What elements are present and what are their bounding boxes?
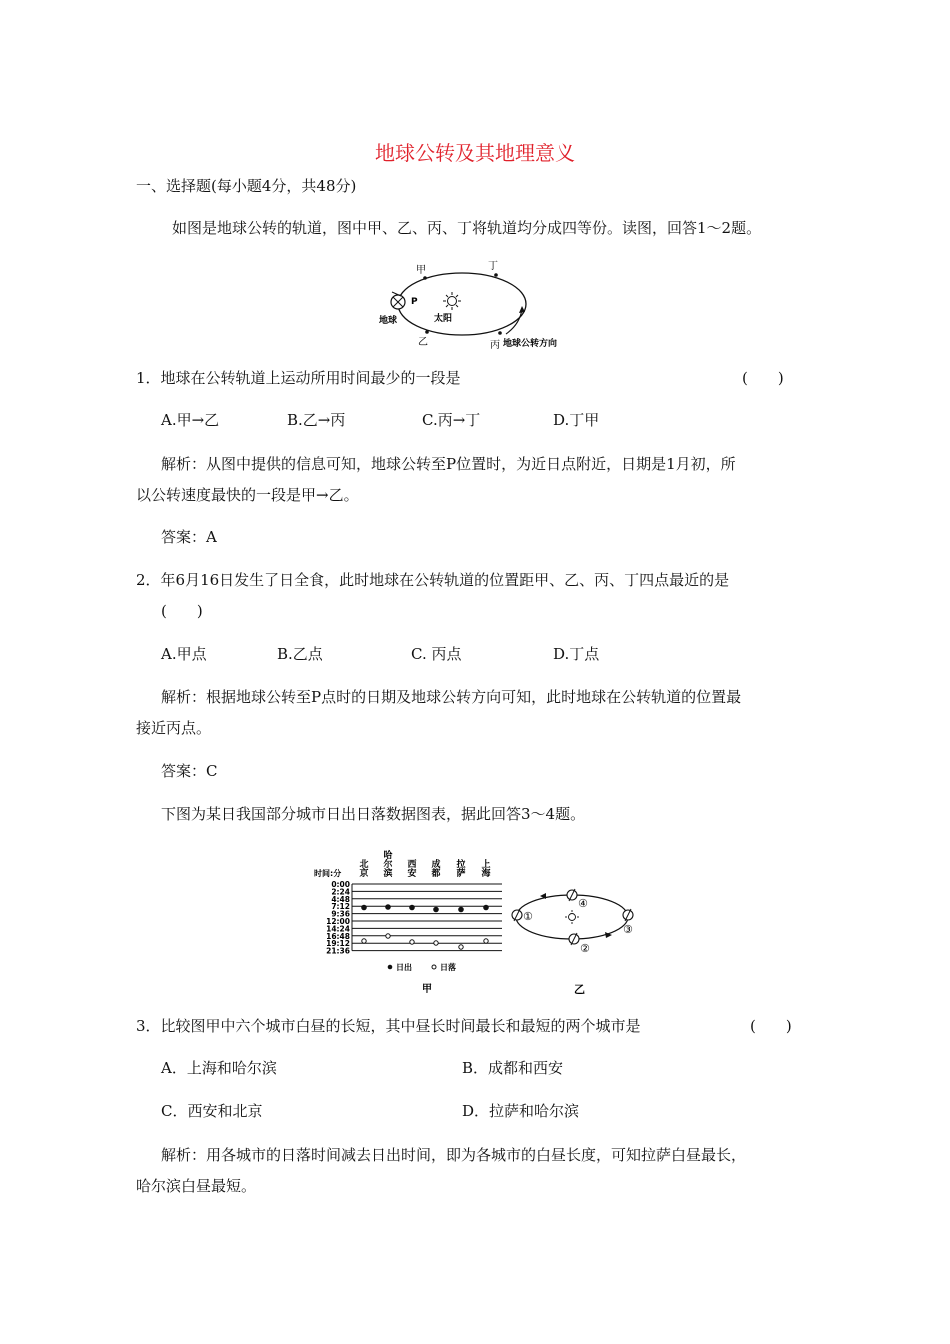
intro-text-1: 如图是地球公转的轨道，图中甲、乙、丙、丁将轨道均分成四等份。读图，回答1～2题。 [172, 219, 762, 237]
intro-text-2: 下图为某日我国部分城市日出日落数据图表，据此回答3～4题。 [161, 805, 586, 823]
position-label-3: ③ [623, 923, 633, 936]
city-label-2-0: 西 [407, 860, 417, 870]
city-label-3-0: 成 [431, 860, 441, 870]
q1-option-a: A.甲→乙 [161, 411, 220, 429]
tick-label-3: 7:12 [331, 902, 350, 912]
q3-option-b: B．成都和西安 [462, 1059, 564, 1077]
q1-option-d: D.丁甲 [553, 411, 600, 429]
sun-icon-2 [565, 910, 579, 924]
position-label-4: ④ [578, 897, 588, 910]
q1-answer: 答案：A [161, 528, 217, 546]
city-label-5-0: 上 [481, 860, 491, 870]
q3-stem: 3．比较图甲中六个城市白昼的长短，其中昼长时间最长和最短的两个城市是 [136, 1017, 641, 1035]
label-sun: 太阳 [434, 314, 453, 324]
tick-label-0: 0:00 [331, 880, 350, 889]
label-bing: 丙 [490, 340, 500, 351]
point-bing [498, 331, 502, 335]
sunrise-dot-0 [361, 905, 367, 911]
city-label-1-2: 滨 [383, 869, 393, 879]
earth-position-icon-4 [567, 889, 577, 901]
figure-label-jia: 甲 [422, 984, 432, 995]
tick-label-9: 21:36 [326, 946, 350, 956]
city-label-0-0: 北 [359, 860, 369, 870]
sunset-dot-1 [386, 934, 390, 938]
orbit-positions-diagram [508, 882, 640, 994]
sunrise-dot-5 [483, 905, 489, 911]
tick-label-2: 4:48 [331, 894, 350, 904]
time-axis-label: 时间:分 [314, 869, 342, 878]
q3-analysis-line2: 哈尔滨白昼最短。 [136, 1177, 257, 1195]
q2-analysis-line1: 解析：根据地球公转至P点时的日期及地球公转方向可知，此时地球在公转轨道的位置最 [161, 688, 742, 706]
city-label-4-1: 萨 [456, 869, 466, 879]
label-direction: 地球公转方向 [503, 339, 558, 349]
q1-option-b: B.乙→丙 [287, 411, 346, 429]
label-ding: 丁 [488, 261, 498, 272]
earth-position-icon-2 [569, 933, 579, 945]
sunrise-dot-2 [409, 905, 415, 911]
tick-label-4: 9:36 [331, 909, 350, 919]
sunrise-sunset-chart [312, 846, 512, 996]
tick-label-6: 14:24 [326, 924, 350, 934]
city-label-4-0: 拉 [456, 860, 466, 870]
sunset-dot-0 [362, 939, 366, 943]
q2-stem: 2．年6月16日发生了日全食，此时地球在公转轨道的位置距甲、乙、丙、丁四点最近的是 [136, 571, 730, 589]
point-yi [425, 330, 429, 334]
label-yi: 乙 [418, 337, 428, 348]
q1-analysis-line2: 以公转速度最快的一段是甲→乙。 [136, 486, 359, 504]
earth-icon [391, 292, 405, 309]
city-label-0-1: 京 [359, 869, 369, 879]
sun-icon [443, 292, 461, 310]
legend-sunset-label: 日落 [440, 963, 456, 972]
orbit-diagram [370, 256, 585, 352]
position-label-2: ② [580, 942, 590, 955]
tick-label-7: 16:48 [326, 931, 350, 941]
sunrise-dot-4 [458, 907, 464, 913]
q1-answer-blank: ( ) [742, 369, 784, 387]
q2-option-d: D.丁点 [553, 645, 600, 663]
q1-option-c: C.丙→丁 [422, 411, 481, 429]
tick-label-8: 19:12 [326, 939, 350, 949]
figure-label-yi: 乙 [574, 983, 585, 994]
earth-position-icon-1 [512, 909, 522, 921]
q3-option-c: C．西安和北京 [161, 1102, 263, 1120]
label-jia: 甲 [416, 265, 426, 276]
q2-option-a: A.甲点 [161, 645, 207, 663]
sunset-dot-2 [410, 940, 414, 944]
q2-option-b: B.乙点 [277, 645, 323, 663]
earth-position-icon-3 [623, 909, 633, 921]
q1-analysis-line1: 解析：从图中提供的信息可知，地球公转至P位置时，为近日点附近，日期是1月初，所 [161, 455, 736, 473]
page-title: 地球公转及其地理意义 [375, 141, 575, 165]
sunrise-dot-1 [385, 904, 391, 910]
q2-answer: 答案：C [161, 762, 218, 780]
q3-analysis-line1: 解析：用各城市的日落时间减去日出时间，即为各城市的白昼长度，可知拉萨白昼最长， [161, 1146, 747, 1164]
position-label-1: ① [523, 910, 533, 923]
q3-option-a: A．上海和哈尔滨 [161, 1059, 277, 1077]
q1-stem: 1．地球在公转轨道上运动所用时间最少的一段是 [136, 369, 461, 387]
tick-label-5: 12:00 [326, 917, 350, 926]
tick-label-1: 2:24 [331, 887, 350, 897]
q2-option-c: C. 丙点 [411, 645, 462, 663]
legend-sunset-dot [432, 965, 436, 969]
q2-answer-blank: ( ) [161, 602, 203, 620]
city-label-1-1: 尔 [383, 860, 393, 870]
legend-sunrise-dot [388, 965, 393, 970]
point-jia [423, 276, 427, 280]
sunset-dot-4 [459, 945, 463, 949]
q3-option-d: D．拉萨和哈尔滨 [462, 1102, 580, 1120]
section-heading: 一、选择题(每小题4分，共48分) [136, 177, 357, 195]
city-label-3-1: 都 [431, 869, 441, 879]
q2-analysis-line2: 接近丙点。 [136, 719, 212, 737]
q3-answer-blank: ( ) [750, 1017, 792, 1035]
city-label-2-1: 安 [407, 869, 417, 879]
city-label-1-0: 哈 [383, 851, 393, 861]
legend-sunrise-label: 日出 [396, 963, 412, 972]
point-ding [494, 273, 498, 277]
sunrise-dot-3 [433, 907, 439, 913]
label-p: P [411, 297, 418, 307]
city-label-5-1: 海 [481, 869, 491, 879]
sunset-dot-3 [434, 941, 438, 945]
sunset-dot-5 [484, 939, 488, 943]
label-earth: 地球 [379, 316, 398, 326]
